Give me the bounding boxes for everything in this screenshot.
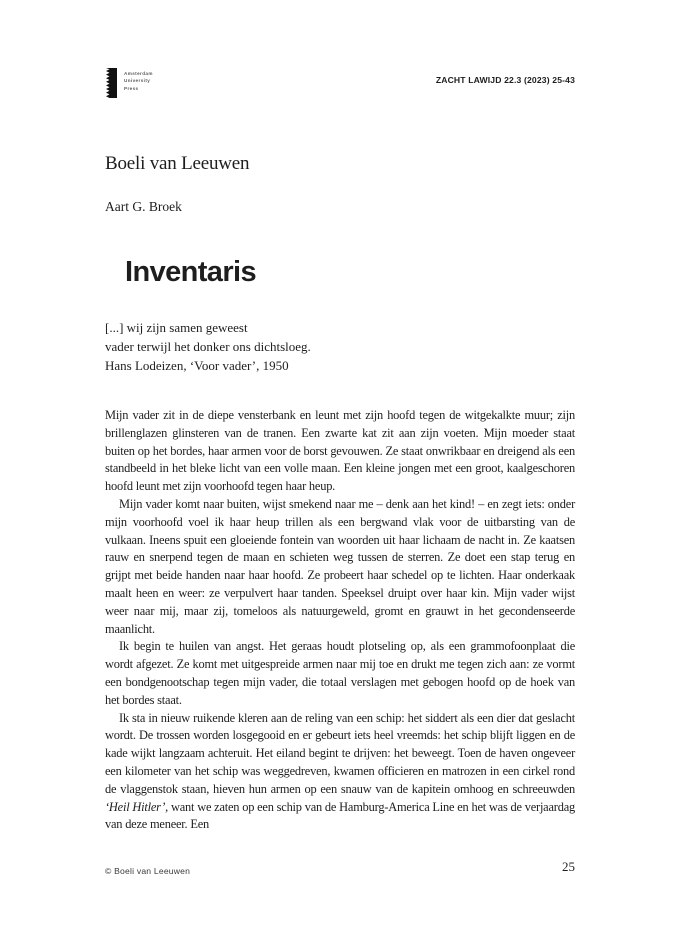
paragraph-segment: Ik begin te huilen van angst. Het geraas houdt plotseling op, als een grammofoonplaat die wordt afgezet. Ze komt met uitgespreide armen naar mij toe en drukt me tegen zich aan: ze vormt een bondgenootschap tegen mijn vader, die totaal verslagen met gebogen hoofd op de hoek van het bordes staat. (105, 639, 575, 707)
publisher-logo-text-line: Amsterdam (124, 71, 153, 76)
publisher-logo-text-line: Press (124, 85, 139, 91)
epigraph (105, 318, 311, 376)
epigraph-line: [...] wij zijn samen geweest (105, 320, 248, 335)
paragraph (105, 496, 575, 638)
article-title: Inventaris (125, 256, 256, 288)
copyright-notice: © Boeli van Leeuwen (105, 866, 191, 876)
paragraph-segment: ‘Heil Hitler’ (105, 799, 166, 814)
paragraph (105, 710, 575, 835)
article-subject: Boeli van Leeuwen (105, 153, 250, 174)
epigraph-line: vader terwijl het donker ons dichtsloeg. (105, 339, 311, 355)
paragraph-segment: Mijn vader zit in de diepe vensterbank en leunt met zijn hoofd tegen de witgekalkte muur; zijn brillenglazen glinsteren van de tranen. Een zwarte kat zit aan zijn voeten. Mijn moeder staat buiten op het bordes, haar armen voor de borst gevouwen. Ze staat onwrikbaar en dreigend als een standbeeld in het bleke licht van een volle maan. Een kleine jongen met een groot, kaalgeschoren hoofd leunt met zijn voorhoofd tegen haar heup. (105, 408, 575, 494)
paragraph-segment: , want we zaten op een schip van de Hamburg-America Line en het was de verjaardag van deze meneer. Een (105, 799, 576, 832)
paragraph-segment: Ik sta in nieuw ruikende kleren aan de reling van een schip: het siddert als een dier dat geslacht wordt. De trossen worden losgegooid en er gebeurt iets heel vreemds: het schip blijft liggen en de kade wijkt langzaam achteruit. Het eiland begint te drijven: het beweegt. Toen de haven ongeveer een kilometer van het schip was weggedreven, kwamen officieren en matrozen in een cirkel rond de vlaggenstok staan, hieven hun armen op een snauw van de kapitein omhoog en schreeuwden (105, 710, 575, 796)
journal-reference: ZACHT LAWIJD 22.3 (2023) 25-43 (435, 75, 575, 85)
paragraph (105, 407, 575, 496)
paragraph (105, 638, 575, 709)
paragraph-segment: Mijn vader komt naar buiten, wijst smekend naar me – denk aan het kind! – en zegt iets: onder mijn voorhoofd voel ik haar heup trillen als een bergwand vlak voor de uitbarsting van de vulkaan. Ineens spuit een gloeiende fontein van woorden uit haar lichaam de nacht in. Ze kaatsen rauw en snerpend tegen de maan en schieten weg tussen de sterren. Ze doet een stap terug en grijpt met beide handen naar haar hoofd. Ze probeert haar schedel op te lichten. Haar onderkaak maalt heen en weer: ze verpulvert haar tanden. Speeksel druipt over haar kin. Mijn vader wijst weer naar mij, maar zij, tomeloos als natuurgeweld, gromt en grauwt in het gecondenseerde maanlicht. (105, 496, 575, 636)
article-author: Aart G. Broek (105, 199, 182, 214)
epigraph-attribution: Hans Lodeizen, ‘Voor vader’, 1950 (105, 358, 289, 374)
publisher-logo-text-line: University (124, 78, 151, 84)
body-text (105, 407, 575, 834)
page-number: 25 (562, 859, 575, 874)
